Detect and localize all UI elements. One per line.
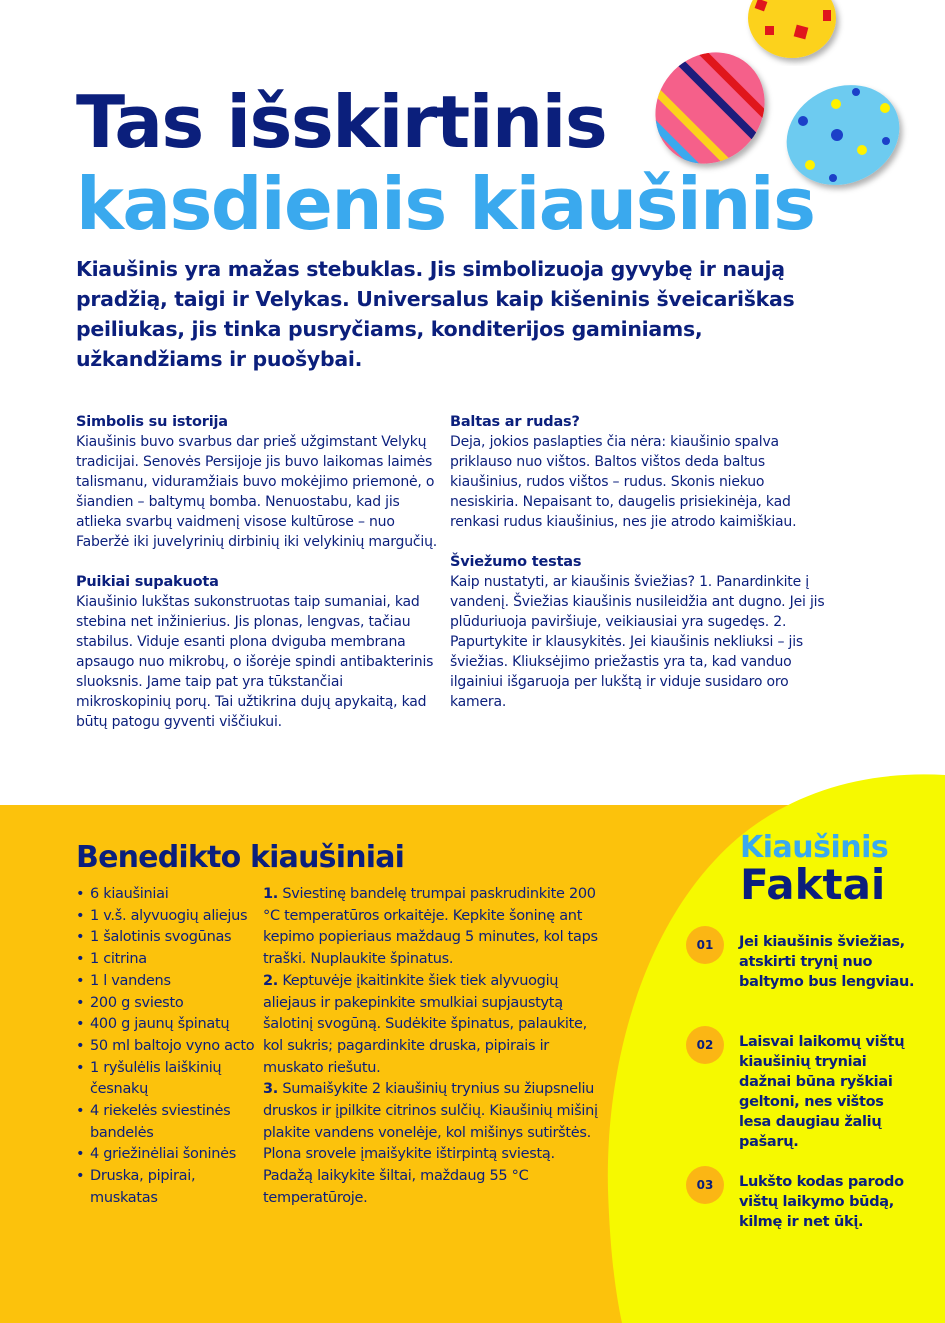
recipe-step xyxy=(263,1079,608,1209)
fact-text: Laisvai laikomų vištų kiaušinių tryniai dažnai būna ryškiai geltoni, nes vištos lesa daugiau žalių pašarų. xyxy=(739,1034,905,1150)
step-number: 1. xyxy=(263,886,278,902)
step-text: Sumaišykite 2 kiaušinių trynius su žiupsneliu druskos ir įpilkite citrinos sulčių. Kiaušinių mišinį plakite vandens vonelėje, kol mišinys sutirštės. Plona srovele įmaišykite ištirpintą sviestą. Padažą laikykite šiltai, maždaug 55 °C temperatūroje. xyxy=(263,1081,598,1206)
fact-text: Lukšto kodas parodo vištų laikymo būdą, kilmę ir net ūkį. xyxy=(739,1174,904,1230)
fact-text: Jei kiaušinis šviežias, atskirti trynį nuo baltymo bus lengviau. xyxy=(739,934,915,990)
article-heading: Puikiai supakuota xyxy=(76,574,219,590)
fact-number-badge: 02 xyxy=(686,1026,724,1064)
ingredient-item: • 1 v.š. alyvuogių aliejus xyxy=(76,906,256,928)
recipe-title: Benedikto kiaušiniai xyxy=(76,840,405,875)
ingredient-item: • 4 griežinėliai šoninės xyxy=(76,1144,256,1166)
ingredients-list xyxy=(76,884,256,1210)
ingredient-item: • Druska, pipirai, muskatas xyxy=(76,1166,256,1209)
ingredient-item: • 1 ryšulėlis laiškinių česnakų xyxy=(76,1058,256,1101)
ingredient-item: • 200 g sviesto xyxy=(76,993,256,1015)
fact-number-badge: 03 xyxy=(686,1166,724,1204)
ingredient-item: • 1 šalotinis svogūnas xyxy=(76,927,256,949)
ingredient-item: • 4 riekelės sviestinės bandelės xyxy=(76,1101,256,1144)
fact-item xyxy=(686,1172,926,1232)
ingredient-item: • 6 kiaušiniai xyxy=(76,884,256,906)
ingredient-item: • 400 g jaunų špinatų xyxy=(76,1014,256,1036)
page-title-line1: Tas išskirtinis xyxy=(76,80,607,164)
recipe-step xyxy=(263,884,608,971)
recipe-steps xyxy=(263,884,608,1210)
ingredient-item: • 1 citrina xyxy=(76,949,256,971)
intro-paragraph: Kiaušinis yra mažas stebuklas. Jis simbolizuoja gyvybę ir naują pradžią, taigi ir Velykas. Universalus kaip kišeninis šveicariškas peiliukas, jis tinka pusryčiams, konditerijos gaminiams, užkandžiams ir puošybai. xyxy=(76,257,795,371)
article-heading: Baltas ar rudas? xyxy=(450,414,580,430)
article-heading: Šviežumo testas xyxy=(450,554,582,570)
step-text: Sviestinę bandelę trumpai paskrudinkite 200 °C temperatūros orkaitėje. Kepkite šoninę ant kepimo popieriaus maždaug 5 minutes, kol taps traški. Nuplaukite špinatus. xyxy=(263,886,598,968)
facts-title-line1: Kiaušinis xyxy=(740,830,889,865)
ingredient-item: • 1 l vandens xyxy=(76,971,256,993)
step-text: Keptuvėje įkaitinkite šiek tiek alyvuogių aliejaus ir pakepinkite smulkiai supjaustytą šalotinį svogūną. Sudėkite špinatus, palaukite, kol sukris; pagardinkite druska, pipirais ir muskato riešutu. xyxy=(263,972,587,1076)
article-body: Kaip nustatyti, ar kiaušinis šviežias? 1. Panardinkite į vandenį. Šviežias kiaušinis nusileidžia ant dugno. Jei jis plūduriuoja paviršiuje, veikiausiai yra sugedęs. 2. Papurtykite ir klausykitės. Jei kiaušinis nekliuksi – jis šviežias. Kliuksėjimo priežastis yra ta, kad vanduo ilgainiui išgaruoja per lukštą ir viduje susidaro oro kamera. xyxy=(450,574,825,710)
step-number: 3. xyxy=(263,1081,278,1098)
ingredient-item: • 50 ml baltojo vyno acto xyxy=(76,1036,256,1058)
facts-title-line2: Faktai xyxy=(740,860,886,909)
step-number: 2. xyxy=(263,972,278,989)
article-heading: Simbolis su istorija xyxy=(76,414,228,430)
recipe-step xyxy=(263,971,608,1080)
fact-number-badge: 01 xyxy=(686,926,724,964)
article-body: Kiaušinio lukštas sukonstruotas taip sumaniai, kad stebina net inžinierius. Jis plonas, lengvas, tačiau stabilus. Viduje esanti plona dviguba membrana apsaugo nuo mikrobų, o išorėje spindi antibakterinis sluoksnis. Jame taip pat yra tūkstančiai mikroskopinių porų. Tai užtikrina dujų apykaitą, kad būtų patogu gyventi viščiukui. xyxy=(76,594,434,730)
fact-item xyxy=(686,932,926,992)
fact-item xyxy=(686,1032,911,1152)
article-body: Deja, jokios paslapties čia nėra: kiaušinio spalva priklauso nuo vištos. Baltos vištos deda baltus kiaušinius, rudos vištos – rudus. Skonis niekuo nesiskiria. Nepaisant to, daugelis prisiekinėja, kad renkasi rudus kiaušinius, nes jie atrodo kaimiškiau. xyxy=(450,434,797,530)
article-body: Kiaušinis buvo svarbus dar prieš užgimstant Velykų tradicijai. Senovės Persijoje jis buvo laikomas laimės talismanu, viduramžiais buvo mokėjimo priemonė, o šiandien – baltymų bomba. Nenuostabu, kad jis atlieka svarbų vaidmenį visose kultūrose – nuo Faberžė iki juvelyrinių dirbinių iki velykinių margučių. xyxy=(76,434,438,550)
page-title-line2: kasdienis kiaušinis xyxy=(76,162,815,246)
